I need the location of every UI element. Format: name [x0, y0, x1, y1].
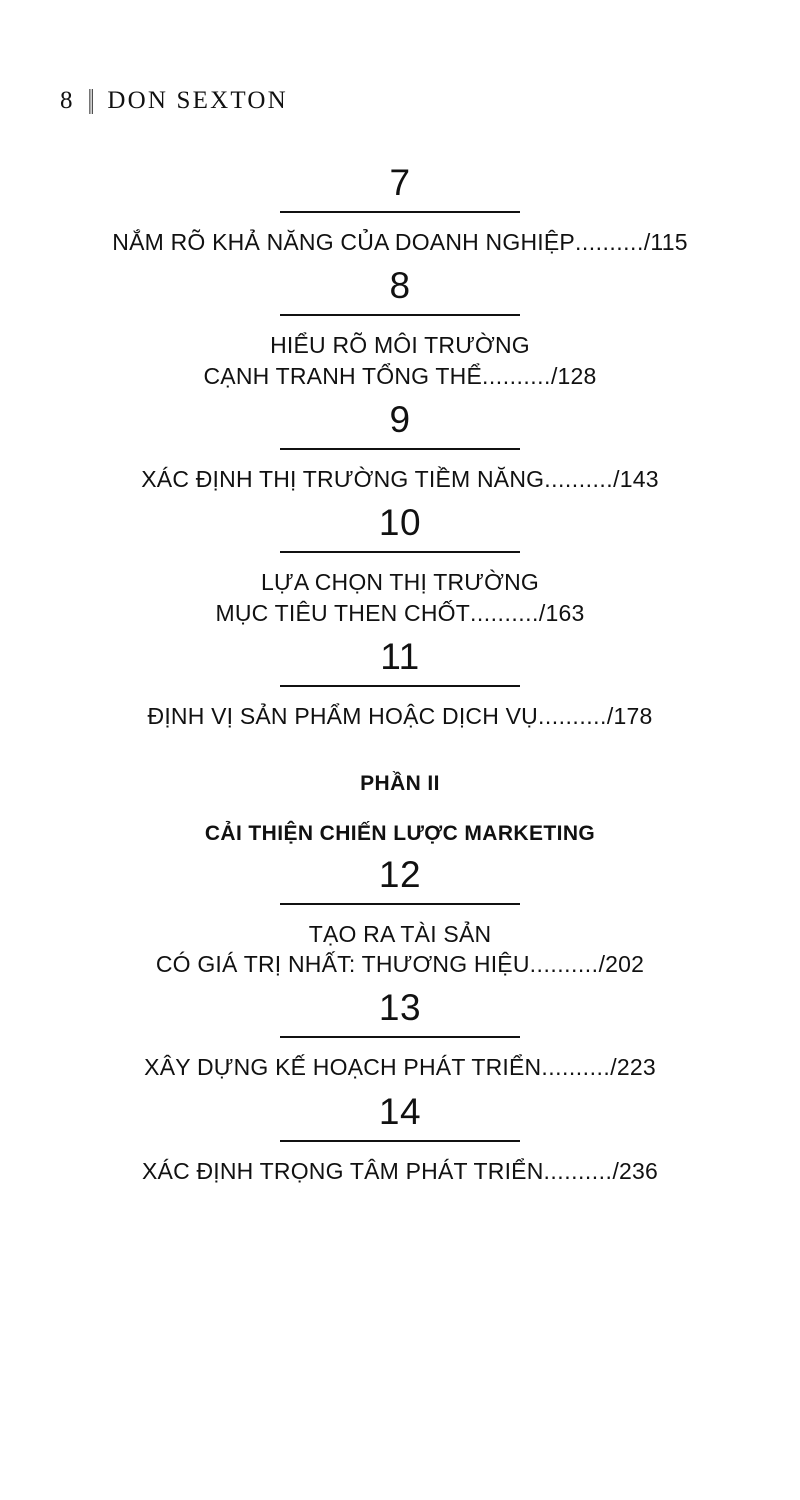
toc-chapter-9 — [0, 401, 800, 494]
leader-dots: .......... — [541, 1054, 611, 1081]
toc-page-number: /128 — [550, 362, 597, 389]
chapter-number: 10 — [378, 502, 422, 544]
leader-dots: .......... — [544, 466, 614, 493]
leader-dots: .......... — [543, 1157, 613, 1184]
chapter-rule — [280, 314, 520, 316]
part-title: PHẦN II — [360, 771, 440, 795]
toc-chapter-12 — [0, 853, 800, 980]
leader-dots: .......... — [537, 703, 607, 730]
toc-entry-line — [0, 949, 800, 979]
toc-entry-line — [0, 464, 800, 494]
toc-page-number: /163 — [538, 599, 585, 626]
leader-dots: .......... — [482, 362, 551, 389]
toc-entry — [0, 1156, 800, 1186]
toc-entry — [0, 464, 800, 494]
chapter-number: 14 — [378, 1090, 422, 1132]
chapter-rule — [280, 211, 520, 213]
toc-entry — [0, 330, 800, 391]
toc-page-number: /236 — [612, 1157, 659, 1184]
toc-entry-title: CÓ GIÁ TRỊ NHẤT: THƯƠNG HIỆU — [155, 950, 530, 977]
page-folio: 8 — [60, 87, 73, 114]
toc-entry-line — [0, 1052, 800, 1082]
toc-entry — [0, 1052, 800, 1082]
author-name: DON SEXTON — [107, 87, 288, 114]
chapter-rule — [280, 685, 520, 687]
part-heading — [0, 772, 800, 846]
chapter-number: 8 — [389, 265, 411, 307]
chapter-number: 12 — [378, 853, 422, 895]
chapter-rule — [280, 1140, 520, 1142]
toc-entry-line — [0, 1156, 800, 1186]
chapter-number: 9 — [389, 399, 411, 441]
toc-entry-line: LỰA CHỌN THỊ TRƯỜNG — [261, 569, 539, 596]
toc-page-number: /223 — [610, 1054, 656, 1081]
chapter-rule — [280, 551, 520, 553]
toc-entry — [0, 701, 800, 731]
toc-entry-title: ĐỊNH VỊ SẢN PHẨM HOẬC DỊCH VỤ — [147, 703, 538, 730]
toc-entry-line — [0, 227, 800, 257]
toc-entry-line: TẠO RA TÀI SẢN — [308, 920, 492, 947]
toc-chapter-10 — [0, 504, 800, 628]
leader-dots: .......... — [574, 229, 644, 255]
toc-entry-line — [0, 701, 800, 731]
toc-page-number: /115 — [643, 229, 688, 255]
chapter-number: 13 — [378, 987, 422, 1029]
toc-page-number: /202 — [598, 950, 645, 977]
toc-entry-line — [0, 361, 800, 391]
toc-entry-title: NẮM RÕ KHẢ NĂNG CỦA DOANH NGHIỆP — [112, 229, 575, 255]
table-of-contents — [0, 150, 800, 1192]
leader-dots: .......... — [470, 599, 539, 626]
toc-entry-line: HIỂU RÕ MÔI TRƯỜNG — [270, 332, 530, 359]
chapter-number: 7 — [389, 162, 411, 203]
toc-entry-title: CẠNH TRANH TỔNG THỂ — [203, 362, 483, 389]
toc-entry-title: XÂY DỰNG KẾ HOẠCH PHÁT TRIỂN — [144, 1054, 542, 1081]
chapter-rule — [280, 903, 520, 905]
toc-entry — [0, 227, 800, 257]
toc-entry-line — [0, 598, 800, 628]
toc-chapter-8 — [0, 267, 800, 391]
part-subtitle: CẢI THIỆN CHIẾN LƯỢC MARKETING — [204, 821, 596, 845]
toc-chapter-11 — [0, 638, 800, 731]
toc-entry — [0, 919, 800, 980]
running-header — [60, 86, 288, 115]
chapter-rule — [280, 1036, 520, 1038]
toc-chapter-7 — [0, 164, 800, 257]
toc-page-number: /143 — [613, 466, 659, 493]
toc-chapter-14 — [0, 1090, 800, 1186]
toc-entry — [0, 567, 800, 628]
leader-dots: .......... — [529, 950, 599, 977]
toc-entry-title: MỤC TIÊU THEN CHỐT — [215, 599, 470, 626]
toc-entry-title: XÁC ĐỊNH TRỌNG TÂM PHÁT TRIỂN — [141, 1157, 544, 1184]
chapter-rule — [280, 448, 520, 450]
toc-entry-title: XÁC ĐỊNH THỊ TRƯỜNG TIỀM NĂNG — [141, 466, 545, 493]
toc-page-number: /178 — [606, 703, 653, 730]
header-divider-glyph: || — [87, 84, 93, 114]
toc-chapter-13 — [0, 989, 800, 1082]
chapter-number: 11 — [380, 636, 420, 678]
